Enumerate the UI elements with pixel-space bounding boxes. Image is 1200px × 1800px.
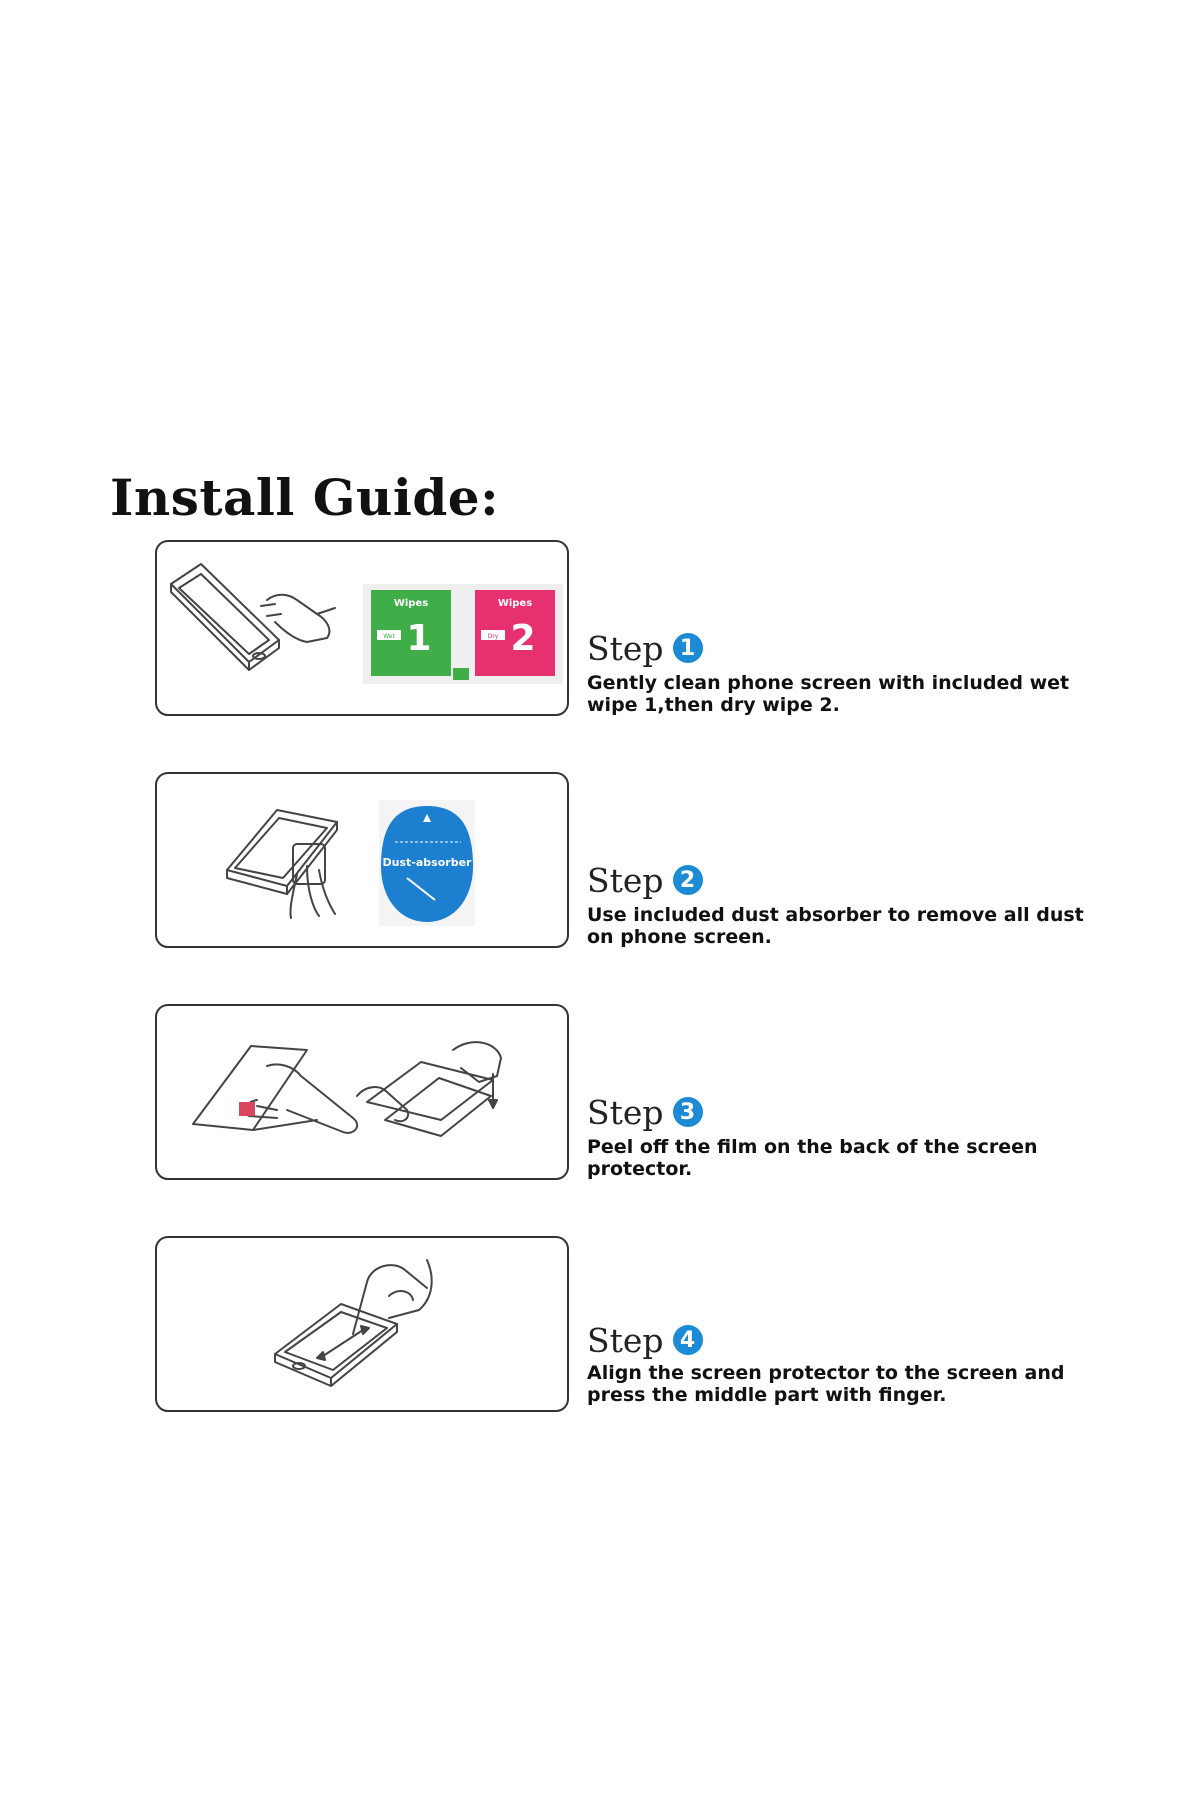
phone-clean-icon — [171, 564, 335, 670]
step-1-description: Gently clean phone screen with included wet wipe 1,then dry wipe 2. — [587, 672, 1070, 716]
step-1-number-badge: 1 — [673, 633, 703, 663]
step-2-label: Step — [587, 860, 664, 900]
wet-wipe-tag: Wet — [383, 633, 395, 640]
step-3-heading — [587, 1092, 703, 1132]
page-title: Install Guide: — [110, 468, 500, 527]
wet-wipe-number: 1 — [406, 618, 432, 659]
wet-wipe-icon — [363, 584, 563, 684]
dry-wipe-brand: Wipes — [497, 598, 533, 609]
step-3-label: Step — [587, 1092, 664, 1132]
dust-absorber-icon — [379, 800, 475, 926]
step-4-description: Align the screen protector to the screen and press the middle part with finger. — [587, 1362, 1065, 1406]
step-1-label: Step — [587, 628, 664, 668]
peel-film-icon — [193, 1042, 501, 1136]
phone-dust-icon — [227, 810, 337, 918]
step-4-number-badge: 4 — [673, 1325, 703, 1355]
dry-wipe-tag: Dry — [487, 633, 499, 640]
step-2-number-badge: 2 — [673, 865, 703, 895]
step-4-heading — [587, 1320, 703, 1360]
step-2-illustration — [155, 772, 569, 948]
wet-wipe-brand: Wipes — [393, 598, 429, 609]
dust-absorber-label: Dust-absorber — [382, 856, 472, 869]
step-1-heading — [587, 628, 703, 668]
align-press-icon — [275, 1260, 432, 1386]
step-2-heading — [587, 860, 703, 900]
step-4-illustration — [155, 1236, 569, 1412]
step-2-description: Use included dust absorber to remove all dust on phone screen. — [587, 904, 1084, 948]
step-3-illustration — [155, 1004, 569, 1180]
dry-wipe-number: 2 — [510, 618, 536, 659]
step-4-label: Step — [587, 1320, 664, 1360]
step-3-number-badge: 3 — [673, 1097, 703, 1127]
step-3-description: Peel off the film on the back of the screen protector. — [587, 1136, 1038, 1180]
step-1-illustration — [155, 540, 569, 716]
